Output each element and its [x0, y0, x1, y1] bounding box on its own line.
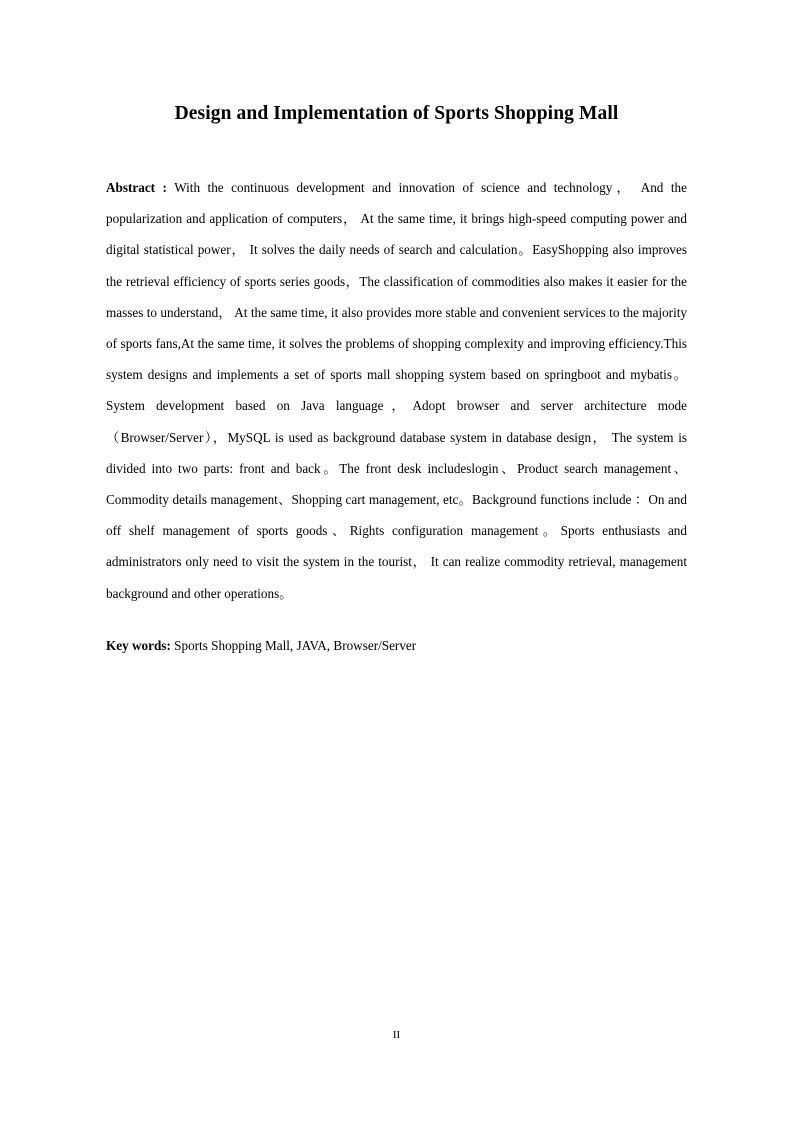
keywords-paragraph [106, 636, 687, 656]
abstract-text: With the continuous development and innovation of science and technology， And the popularization and application of computers， At the same time, it brings high-speed computing power and digital statistical power， It solves the daily needs of search and calculation。EasyShopping also improves the retrieval efficiency of sports series goods，The classification of commodities also makes it easier for the masses to understand， At the same time, it also provides more stable and convenient services to the majority of sports fans,At the same time, it solves the problems of shopping complexity and improving efficiency.This system designs and implements a set of sports mall shopping system based on springboot and mybatis。System development based on Java language，Adopt browser and server architecture mode（Browser/Server），MySQL is used as background database system in database design， The system is divided into two parts: front and back。The front desk includeslogin、Product search management、Commodity details management、Shopping cart management, etc。Background functions include ：On and off shelf management of sports goods、Rights configuration management。Sports enthusiasts and administrators only need to visit the system in the tourist， It can realize commodity retrieval, management background and other operations。 [106, 180, 687, 601]
keywords-text: Sports Shopping Mall, JAVA, Browser/Server [174, 638, 417, 653]
abstract-paragraph [106, 172, 687, 609]
abstract-label: Abstract : [106, 180, 167, 195]
keywords-label: Key words: [106, 638, 171, 653]
page-number: II [392, 1029, 401, 1041]
document-title: Design and Implementation of Sports Shopping Mall [174, 103, 619, 124]
